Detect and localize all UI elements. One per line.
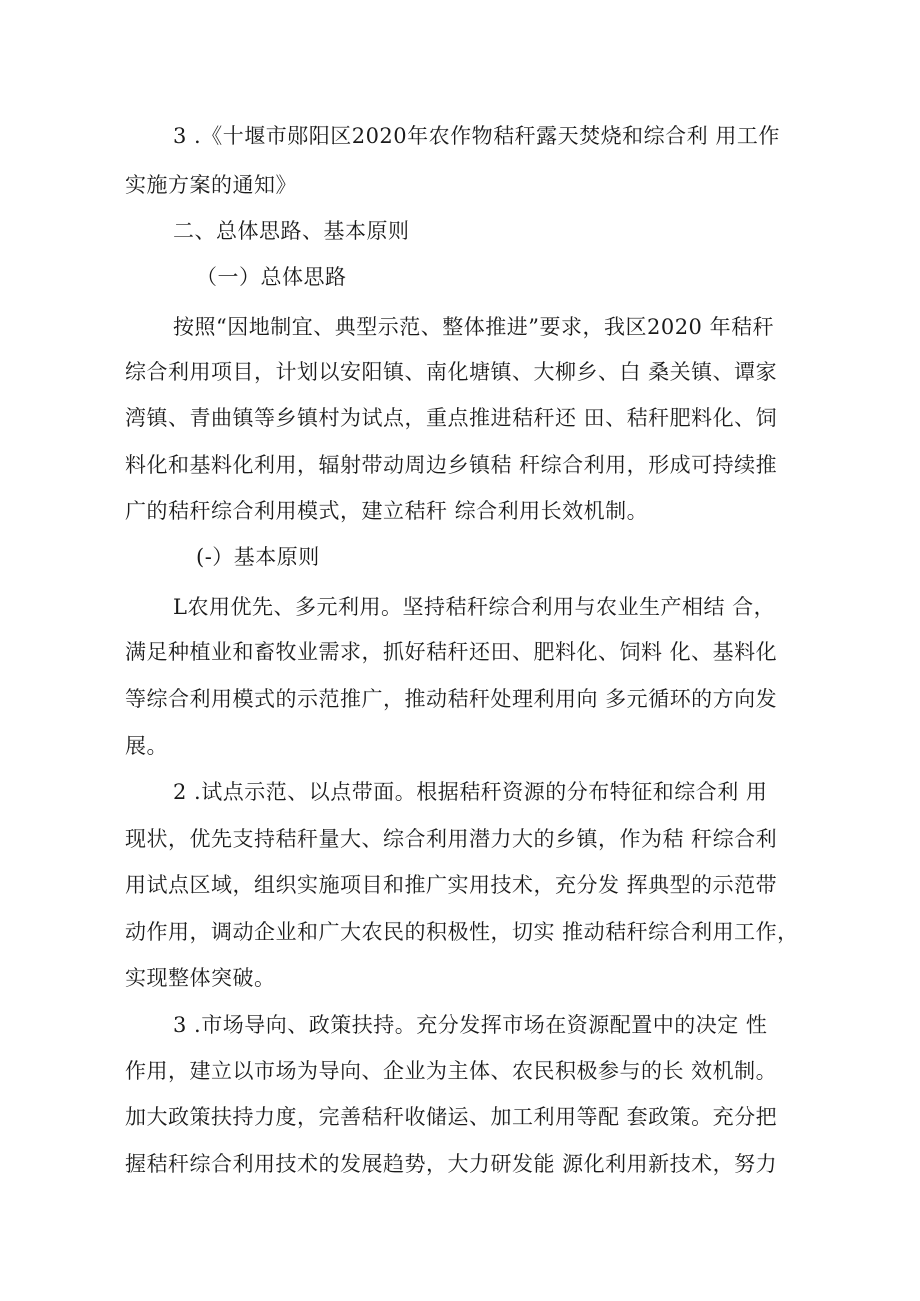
subheading-overall-approach: （一）总体思路 [196, 265, 347, 289]
item-3-reference-line-2: 实施方案的通知》 [125, 173, 297, 197]
subheading-basic-principles: (-）基本原则 [196, 545, 320, 569]
principle-2-line-2: 现状，优先支持秸秆量大、综合利用潜力大的乡镇，作为秸 秆综合利 [125, 827, 778, 851]
approach-paragraph-line-1: 按照“因地制宜、典型示范、整体推进”要求，我区2020 年秸秆 [173, 315, 775, 339]
principle-1-line-3: 等综合利用模式的示范推广，推动秸秆处理利用向 多元循环的方向发 [125, 687, 778, 711]
section-heading-2: 二、总体思路、基本原则 [173, 219, 410, 243]
principle-2-line-3: 用试点区域，组织实施项目和推广实用技术，充分发 挥典型的示范带 [125, 873, 778, 897]
principle-2-line-5: 实现整体突破。 [125, 966, 276, 990]
approach-paragraph-line-4: 料化和基料化利用，辐射带动周边乡镇秸 秆综合利用，形成可持续推 [125, 453, 778, 477]
principle-2-line-1: 2 .试点示范、以点带面。根据秸秆资源的分布特征和综合利 用 [173, 780, 768, 804]
principle-1-line-2: 满足种植业和畜牧业需求，抓好秸秆还田、肥料化、饲料 化、基料化 [125, 640, 778, 664]
approach-paragraph-line-5: 广的秸秆综合利用模式，建立秸秆 综合利用长效机制。 [125, 499, 649, 523]
principle-3-line-3: 加大政策扶持力度，完善秸秆收储运、加工利用等配 套政策。充分把 [125, 1105, 778, 1129]
approach-paragraph-line-3: 湾镇、青曲镇等乡镇村为试点，重点推进秸秆还 田、秸秆肥料化、饲 [125, 406, 778, 430]
principle-2-line-4: 动作用，调动企业和广大农民的积极性，切实 推动秸秆综合利用工作， [125, 920, 799, 944]
principle-3-line-2: 作用，建立以市场为导向、企业为主体、农民积极参与的长 效机制。 [125, 1059, 778, 1083]
approach-paragraph-line-2: 综合利用项目，计划以安阳镇、南化塘镇、大柳乡、白 桑关镇、谭家 [125, 360, 778, 384]
item-3-reference-line-1: 3 .《十堰市郧阳区2020年农作物秸秆露天焚烧和综合利 用工作 [173, 124, 780, 148]
principle-1-line-4: 展。 [125, 734, 168, 758]
principle-3-line-4: 握秸秆综合利用技术的发展趋势，大力研发能 源化利用新技术，努力 [125, 1152, 778, 1176]
principle-1-line-1: L农用优先、多元利用。坚持秸秆综合利用与农业生产相结 合， [173, 595, 776, 619]
principle-3-line-1: 3 .市场导向、政策扶持。充分发挥市场在资源配置中的决定 性 [173, 1013, 768, 1037]
